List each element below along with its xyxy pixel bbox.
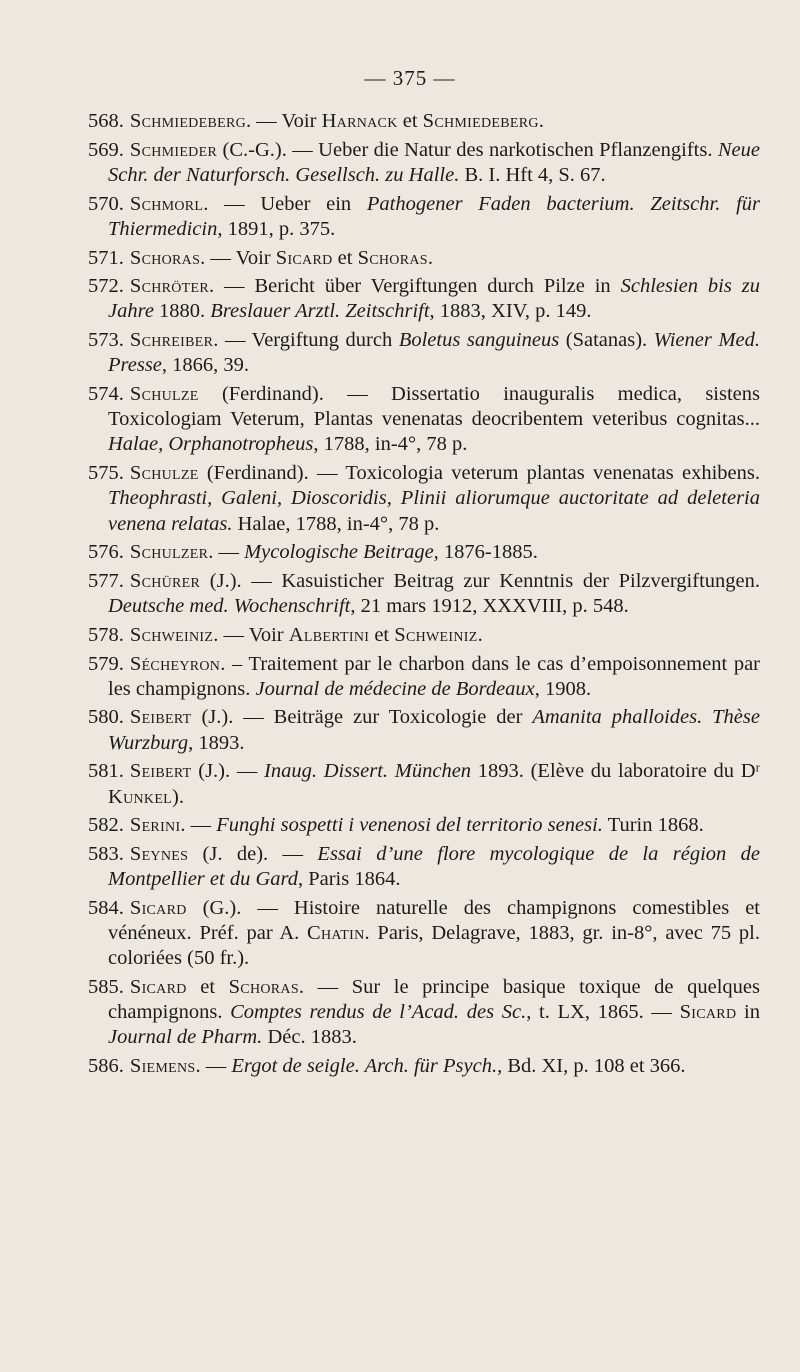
author-name: Schulze — [129, 462, 199, 485]
author-name: Schmieder — [129, 138, 218, 161]
italic-title: Deutsche med. Wochenschrift — [108, 595, 351, 618]
entry-number: 571. — [88, 246, 124, 269]
entry-text: . — Vergiftung durch — [213, 329, 399, 352]
italic-title: Comptes rendus de l’Acad. des Sc. — [230, 1001, 527, 1024]
entry-number: 569. — [88, 138, 124, 161]
page-number: — 375 — — [364, 66, 456, 90]
entry-text: et — [397, 110, 423, 132]
entry-text: . — Voir — [246, 110, 322, 132]
bibliography-entry — [88, 975, 760, 1051]
entry-number: 578. — [88, 623, 124, 646]
entry-number: 573. — [88, 329, 124, 352]
italic-title: Neue Schr. der Naturforsch. Gesellsch. zu Halle. — [108, 138, 760, 186]
entry-number: 576. — [88, 541, 124, 564]
entry-text: . — — [208, 541, 245, 564]
italic-title: Theophrasti, Galeni, Dioscoridis, Plinii aliorumque auctoritate ad deleteria venena relatas. — [108, 487, 760, 535]
author-name: Schweiniz — [394, 623, 478, 646]
bibliography-entry — [88, 896, 760, 972]
bibliography-entry — [88, 246, 760, 271]
entry-text: . — — [180, 814, 217, 837]
entry-text: (J. de). — — [188, 842, 318, 865]
author-name: Serini — [129, 814, 181, 837]
author-name: Schoras — [129, 246, 201, 269]
entry-text: , 1883, XIV, p. 149. — [429, 300, 592, 323]
entry-text: Déc. 1883. — [262, 1026, 357, 1049]
entry-text: . — Voir — [200, 246, 276, 269]
entry-text: , 1893. — [188, 731, 245, 754]
entry-text: (J.). — — [191, 760, 265, 783]
entry-number: 577. — [88, 569, 124, 592]
author-name: Schmiedeberg — [129, 110, 246, 132]
entry-text: . — — [195, 1055, 232, 1078]
entry-text: Halae, 1788, in-4°, 78 p. — [232, 512, 440, 535]
bibliography-entry — [88, 138, 760, 188]
author-name: Schmiedeberg — [422, 110, 539, 132]
entry-text: , 1866, 39. — [161, 354, 250, 377]
entry-text: . — [427, 246, 433, 269]
entry-text: . — Voir — [213, 623, 289, 646]
entry-text: B. I. Hft 4, S. 67. — [459, 163, 606, 186]
bibliography-entry — [88, 813, 760, 838]
author-name: Seynes — [129, 842, 189, 865]
entry-text: . – Traitement par le charbon dans le cas d’empoisonnement par les champignons. — [108, 652, 760, 700]
entry-text: , 1788, in-4°, 78 p. — [313, 433, 468, 456]
entry-number: 574. — [88, 383, 124, 406]
entry-number: 575. — [88, 462, 124, 485]
bibliography-entry — [88, 569, 760, 619]
author-name: Schmorl — [129, 192, 204, 215]
entry-text: (Satanas). — [559, 329, 654, 352]
entry-text: (J.). — Kasuisticher Beitrag zur Kenntnis der Pilzvergiftungen. — [200, 569, 760, 592]
author-name: Kunkel — [108, 785, 173, 808]
author-name: Albertini — [288, 623, 370, 646]
author-name: Schürer — [129, 569, 201, 592]
entry-number: 568. — [88, 110, 124, 132]
entry-text: . — [538, 110, 544, 132]
author-name: Siemens — [129, 1055, 196, 1078]
italic-title: Boletus sanguineus — [398, 329, 560, 352]
entry-text: . — [477, 623, 483, 646]
bibliography-entry — [88, 192, 760, 242]
author-name: Seibert — [129, 706, 192, 729]
entry-text: (C.-G.). — Ueber die Natur des narkotischen Pflanzengifts. — [217, 138, 718, 161]
entry-number: 570. — [88, 192, 124, 215]
entry-text: . — Ueber ein — [203, 192, 367, 215]
author-name: Seibert — [129, 760, 192, 783]
italic-title: Schlesien bis zu Jahre — [108, 275, 760, 323]
entry-text: , 1876-1885. — [433, 541, 538, 564]
author-name: Sicard — [275, 246, 333, 269]
author-name: Schoras — [228, 976, 299, 998]
author-name: Sécheyron — [129, 652, 221, 675]
bibliography-entry — [88, 274, 760, 324]
italic-title: Breslauer Arztl. Zeitschrift — [210, 300, 430, 323]
entry-text: in — [736, 1001, 760, 1024]
entry-text: . Paris, Delagrave, 1883, gr. in-8°, avec 75 pl. coloriées (50 fr.). — [108, 922, 760, 970]
entry-text: Turin 1868. — [602, 814, 704, 837]
author-name: Schulzer — [129, 541, 209, 564]
entry-text: , 21 mars 1912, XXXVIII, p. 548. — [350, 595, 629, 618]
bibliography-entry — [88, 328, 760, 378]
entry-number: 579. — [88, 652, 124, 675]
entry-text: , t. LX, 1865. — — [526, 1001, 680, 1024]
bibliography-entry — [88, 109, 760, 134]
entry-number: 581. — [88, 760, 124, 783]
entry-text: 1880. — [153, 300, 211, 323]
entry-number: 582. — [88, 814, 124, 837]
author-name: Sicard — [679, 1001, 737, 1024]
bibliography-entry — [88, 759, 760, 809]
italic-title: Ergot de seigle. Arch. für Psych. — [231, 1055, 498, 1078]
entry-text: , 1908. — [534, 677, 592, 700]
italic-title: Halae, Orphanotropheus — [108, 433, 314, 456]
entry-text: , Bd. XI, p. 108 et 366. — [497, 1055, 686, 1078]
entry-text: (J.). — Beiträge zur Toxicologie der — [191, 706, 533, 729]
entry-number: 586. — [88, 1055, 124, 1078]
entry-number: 580. — [88, 706, 124, 729]
entry-text: et — [186, 976, 229, 998]
author-name: Schröter — [129, 275, 210, 298]
entry-text: , Paris 1864. — [297, 868, 401, 891]
author-name: Schweiniz — [129, 623, 214, 646]
author-name: Harnack — [321, 110, 398, 132]
entry-number: 585. — [88, 976, 124, 998]
bibliography-entry — [88, 652, 760, 702]
italic-title: Essai d’une flore mycologique de la région de Montpellier et du Gard — [108, 842, 761, 891]
entry-text: . — Bericht über Vergiftungen durch Pilze in — [209, 275, 621, 298]
author-name: Schoras — [357, 246, 428, 269]
entry-text: , 1891, p. 375. — [217, 217, 336, 240]
entry-text: ). — [172, 785, 184, 808]
bibliography-entry — [88, 1054, 760, 1079]
author-name: Schreiber — [129, 329, 214, 352]
author-name: Sicard — [129, 896, 187, 919]
bibliography-entry — [88, 842, 760, 892]
entry-text: et — [369, 623, 395, 646]
bibliography-entry — [88, 623, 760, 648]
bibliography-entry — [88, 540, 760, 565]
italic-title: Journal de Pharm. — [108, 1026, 263, 1049]
author-name: Sicard — [129, 976, 187, 998]
entry-text: (Ferdinand). — Toxicologia veterum plantas venenatas exhibens. — [198, 462, 760, 485]
italic-title: Wiener Med. Presse — [108, 329, 760, 377]
entry-number: 583. — [88, 842, 124, 865]
entry-number: 584. — [88, 896, 124, 919]
entry-number: 572. — [88, 275, 124, 298]
italic-title: Mycologische Beitrage — [244, 541, 434, 564]
italic-title: Pathogener Faden bacterium. Zeitschr. für Thiermedicin — [108, 192, 761, 240]
entry-text: 1893. (Elève du laboratoire du Dʳ — [471, 760, 760, 783]
entry-text: (G.). — Histoire naturelle des champignons comestibles et vénéneux. Préf. par A. — [108, 896, 760, 945]
entry-text: et — [332, 246, 358, 269]
entry-text: . — Sur le principe basique toxique de quelques champignons. — [108, 976, 760, 1024]
italic-title: Funghi sospetti i venenosi del territorio senesi. — [216, 814, 603, 837]
author-name: Schulze — [129, 383, 199, 406]
italic-title: Journal de médecine de Bordeaux — [255, 677, 535, 700]
bibliography-list — [88, 109, 760, 1079]
bibliography-entry — [88, 382, 760, 458]
entry-text: (Ferdinand). — Dissertatio inauguralis medica, sistens Toxicologiam Veterum, Plantas venenatas deocribentem veteribus cognitas... — [108, 383, 760, 431]
author-name: Chatin — [307, 922, 365, 945]
italic-title: Inaug. Dissert. München — [264, 760, 472, 783]
italic-title: Amanita phalloides. Thèse Wurzburg — [108, 706, 760, 754]
bibliography-entry — [88, 461, 760, 537]
bibliography-entry — [88, 705, 760, 755]
